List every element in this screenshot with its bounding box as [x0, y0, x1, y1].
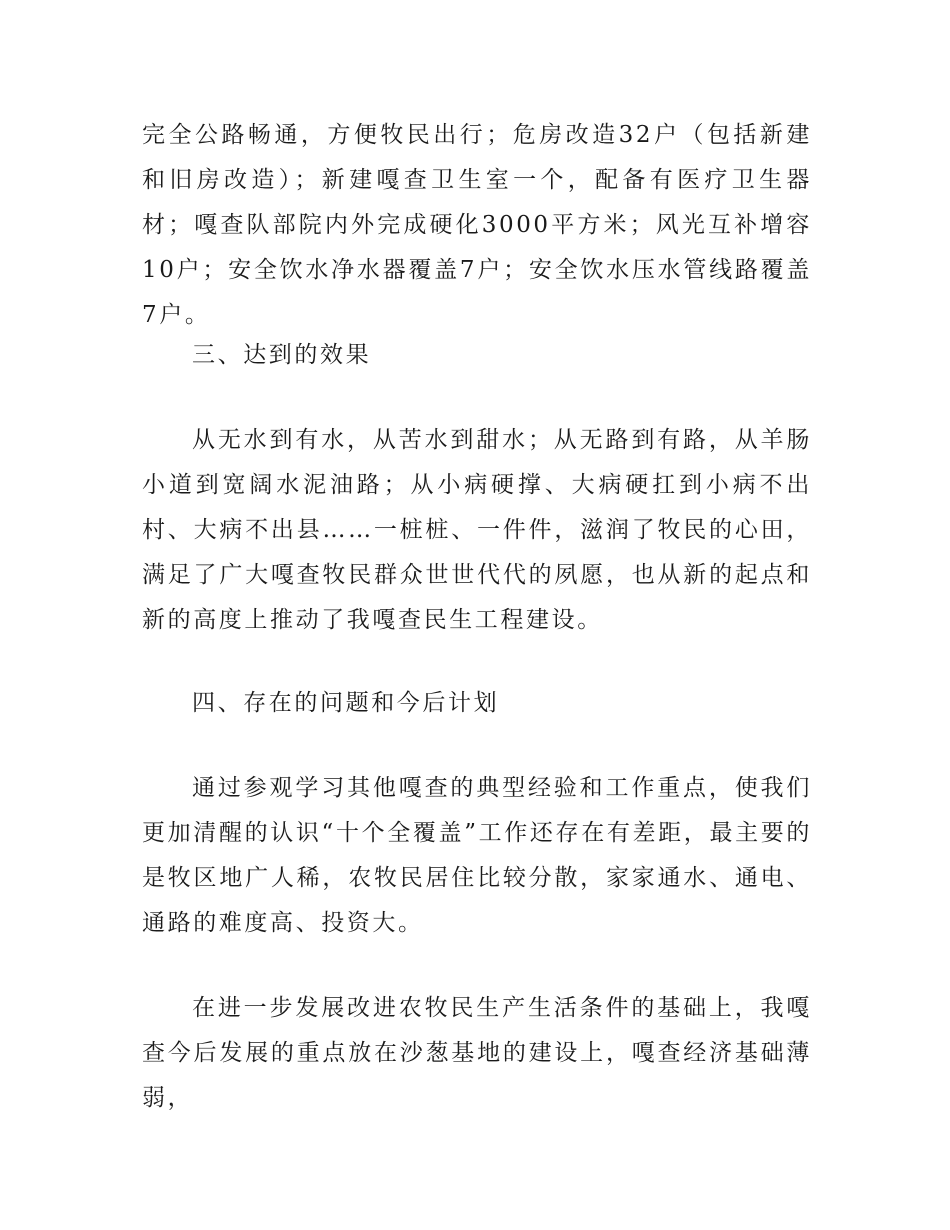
- paragraph-effects: 从无水到有水，从苦水到甜水；从无路到有路，从羊肠小道到宽阔水泥油路；从小病硬撑、大病硬扛到小病不出村、大病不出县……一桩桩、一件件，滋润了牧民的心田，满足了广大嘎查牧民群众世世代代的夙愿，也从新的起点和新的高度上推动了我嘎查民生工程建设。: [142, 427, 812, 633]
- paragraph-future-plan: 在进一步发展改进农牧民生产生活条件的基础上，我嘎查今后发展的重点放在沙葱基地的建设上，嘎查经济基础薄弱，: [142, 995, 812, 1111]
- paragraph-infrastructure-results: 完全公路畅通，方便牧民出行；危房改造32户（包括新建和旧房改造）；新建嘎查卫生室一个，配备有医疗卫生器材；嘎查队部院内外完成硬化3000平方米；风光互补增容10户；安全饮水净水器覆盖7户；安全饮水压水管线路覆盖7户。: [142, 122, 812, 328]
- section-heading-problems-plans: 四、存在的问题和今后计划: [192, 690, 500, 716]
- paragraph-problems: 通过参观学习其他嘎查的典型经验和工作重点，使我们更加清醒的认识“十个全覆盖”工作还存在有差距，最主要的是牧区地广人稀，农牧民居住比较分散，家家通水、通电、通路的难度高、投资大。: [142, 775, 812, 936]
- section-heading-effects: 三、达到的效果: [192, 342, 372, 368]
